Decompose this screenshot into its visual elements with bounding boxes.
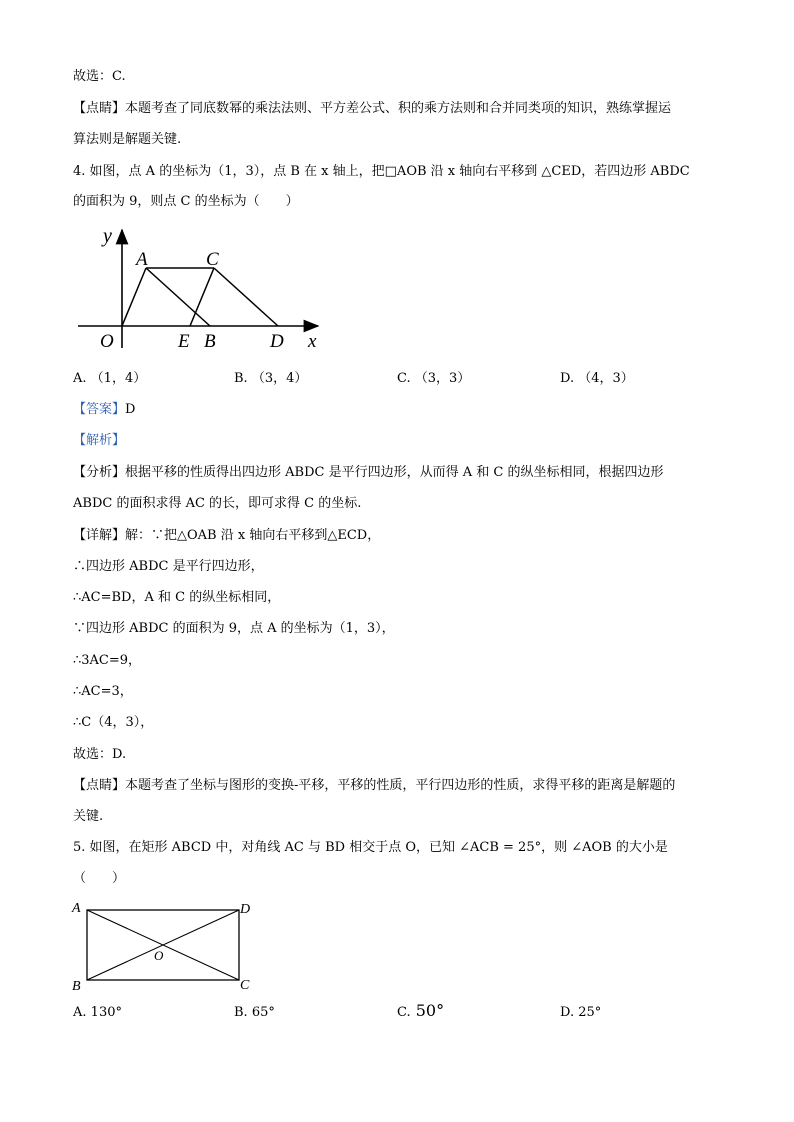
q4-fenxi-line1 [73, 464, 663, 482]
label-C: C [206, 249, 219, 270]
q4-step: ∴AC=3， [73, 684, 133, 699]
prev-answer-line: 故选：C. [73, 69, 126, 84]
dianjing-tag: 【点睛】 [73, 778, 126, 793]
q4-step: ∴AC=BD，A 和 C 的纵坐标相同， [73, 590, 281, 605]
q4-stem-line1: 4. 如图，点 A 的坐标为（1，3），点 B 在 x 轴上，把□AOB 沿 x 轴向右平移到 △CED，若四边形 ABDC [73, 164, 690, 179]
prev-dianjing-line1 [73, 100, 671, 118]
label-D: D [270, 331, 284, 352]
q5-rectangle-figure [68, 897, 268, 995]
q4-step: ∵四边形 ABDC 的面积为 9，点 A 的坐标为（1，3）， [73, 621, 395, 636]
q4-dianjing-line2: 关键. [73, 809, 104, 824]
option-key: D. [560, 371, 575, 386]
label-A: A [136, 249, 148, 270]
option-text: 130° [90, 1005, 122, 1020]
fenxi-text: 根据平移的性质得出四边形 ABDC 是平行四边形，从而得 A 和 C 的纵坐标相同，根据四边形 [125, 465, 664, 480]
label-E: E [178, 331, 190, 352]
dianjing-text: 本题考查了坐标与图形的变换-平移，平移的性质，平行四边形的性质，求得平移的距离是解题的 [125, 778, 676, 793]
segment-CD [214, 268, 278, 326]
label-y: y [103, 225, 112, 247]
q5-option-c[interactable] [397, 1002, 444, 1022]
option-key: A. [73, 371, 87, 386]
label-x: x [308, 331, 317, 352]
segment-AB [146, 268, 210, 326]
q4-coordinate-figure [70, 220, 330, 355]
option-text: （3，3） [414, 371, 471, 386]
q4-step: 故选：D. [73, 747, 127, 762]
q4-option-d[interactable] [560, 370, 634, 388]
label-B: B [204, 331, 216, 352]
option-text: （4，3） [578, 371, 634, 386]
answer-tag: 【答案】 [73, 402, 126, 417]
q5-option-d[interactable] [560, 1004, 601, 1022]
option-key: D. [560, 1005, 575, 1020]
option-key: A. [73, 1005, 87, 1020]
q4-jiexi-tag: 【解析】 [73, 433, 126, 448]
label-C: C [240, 978, 250, 993]
label-B: B [72, 979, 81, 994]
xiangjie-tag: 【详解】 [73, 528, 126, 543]
option-key: C. [397, 371, 411, 386]
answer-value: D [125, 402, 136, 417]
prev-dianjing-line2: 算法则是解题关键. [73, 132, 182, 147]
q4-option-c[interactable] [397, 370, 470, 388]
q4-option-a[interactable] [73, 370, 146, 388]
fenxi-tag: 【分析】 [73, 465, 126, 480]
q4-answer [73, 401, 135, 419]
segment-CE [190, 268, 214, 326]
option-key: B. [234, 1005, 248, 1020]
option-text: （3，4） [251, 371, 308, 386]
q5-stem-line2: （ ） [73, 871, 126, 886]
label-O: O [154, 948, 164, 963]
q4-fenxi-line2: ABDC 的面积求得 AC 的长，即可求得 C 的坐标. [73, 496, 362, 511]
segment-OA [122, 268, 146, 326]
label-O: O [100, 331, 114, 352]
q4-option-b[interactable] [234, 370, 307, 388]
q4-step: ∴四边形 ABDC 是平行四边形， [73, 559, 264, 574]
option-key: C. [397, 1005, 411, 1020]
option-text: 50° [415, 1001, 445, 1020]
option-text: 65° [251, 1005, 275, 1020]
q5-option-b[interactable] [234, 1004, 275, 1022]
q5-stem-line1: 5. 如图，在矩形 ABCD 中，对角线 AC 与 BD 相交于点 O，已知 ∠ACB = 25°，则 ∠AOB 的大小是 [73, 840, 668, 855]
step-text: 解：∵把△OAB 沿 x 轴向右平移到△ECD， [125, 528, 381, 543]
q4-step: ∴3AC=9， [73, 653, 142, 668]
option-text: 25° [578, 1005, 602, 1020]
dianjing-tag: 【点睛】 [73, 101, 126, 116]
option-key: B. [234, 371, 248, 386]
q4-dianjing-line1 [73, 777, 675, 795]
label-A: A [72, 901, 81, 916]
dianjing-text: 本题考查了同底数幂的乘法法则、平方差公式、积的乘方法则和合并同类项的知识，熟练掌握运 [125, 101, 672, 116]
q4-xiangjie-line1 [73, 527, 380, 545]
q4-stem-line2: 的面积为 9，则点 C 的坐标为（ ） [73, 194, 299, 209]
q5-option-a[interactable] [73, 1004, 122, 1022]
option-text: （1，4） [90, 371, 147, 386]
label-D: D [240, 902, 251, 917]
q4-step: ∴C（4，3）， [73, 715, 154, 730]
